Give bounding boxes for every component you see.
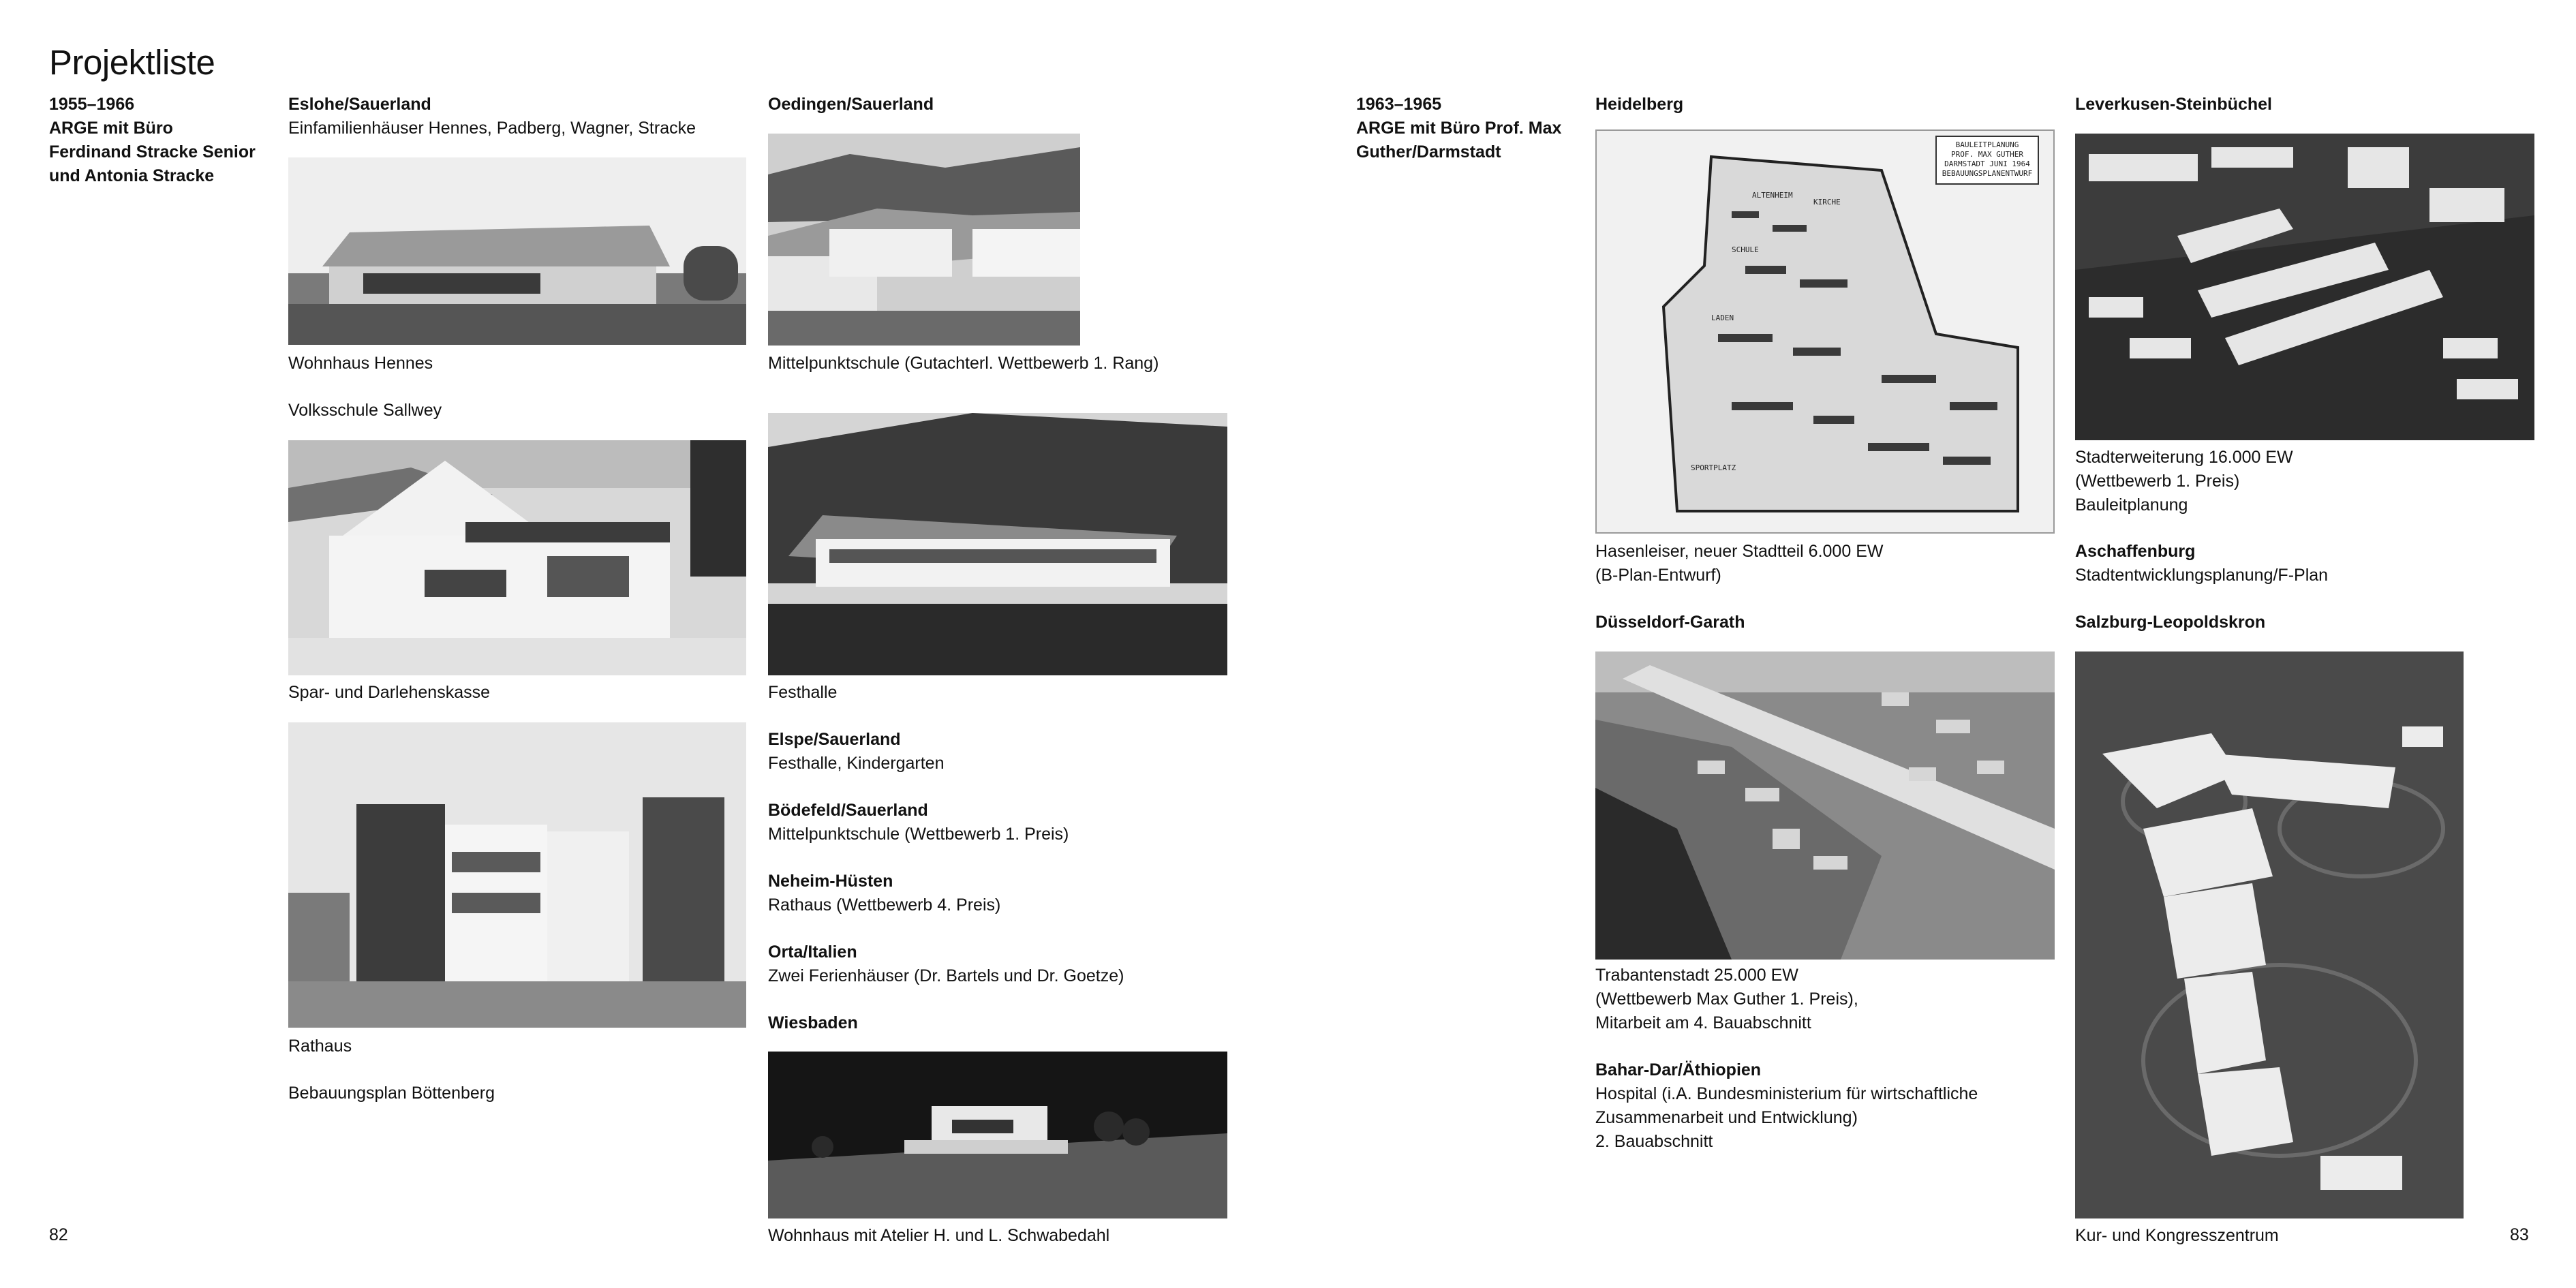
photo-wohnhaus-hennes <box>288 157 746 345</box>
period-office: und Antonia Stracke <box>49 166 215 185</box>
plan-stamp-line: DARMSTADT JUNI 1964 <box>1944 159 2030 168</box>
photo-caption: Festhalle <box>768 683 838 702</box>
photo-caption: Trabantenstadt 25.000 EW <box>1595 966 1798 985</box>
photo-caption: (Wettbewerb Max Guther 1. Preis), <box>1595 990 1858 1009</box>
project-text: Hospital (i.A. Bundesministerium für wirtschaftliche <box>1595 1084 1978 1103</box>
project-heading: Leverkusen-Steinbüchel <box>2075 95 2272 114</box>
project-heading: Eslohe/Sauerland <box>288 95 431 114</box>
project-text: Volksschule Sallwey <box>288 401 442 420</box>
project-heading: Wiesbaden <box>768 1013 858 1032</box>
project-heading: Oedingen/Sauerland <box>768 95 934 114</box>
project-heading: Heidelberg <box>1595 95 1684 114</box>
photo-caption: Mitarbeit am 4. Bauabschnitt <box>1595 1013 1811 1032</box>
project-heading: Bödefeld/Sauerland <box>768 801 928 820</box>
photo-caption: (B-Plan-Entwurf) <box>1595 566 1721 585</box>
project-text: Einfamilienhäuser Hennes, Padberg, Wagner, Stracke <box>288 119 696 138</box>
project-heading: Aschaffenburg <box>2075 542 2196 561</box>
photo-caption: Stadterweiterung 16.000 EW <box>2075 448 2293 467</box>
period-years: 1963–1965 <box>1356 95 1442 114</box>
photo-mittelpunktschule <box>768 134 1080 346</box>
project-heading: Neheim-Hüsten <box>768 872 893 891</box>
project-text: Mittelpunktschule (Wettbewerb 1. Preis) <box>768 825 1069 844</box>
project-text: Rathaus (Wettbewerb 4. Preis) <box>768 895 1001 915</box>
period-years: 1955–1966 <box>49 95 135 114</box>
project-heading: Orta/Italien <box>768 942 857 962</box>
project-text: Stadtentwicklungsplanung/F-Plan <box>2075 566 2329 585</box>
project-text: Festhalle, Kindergarten <box>768 754 945 773</box>
plan-stamp-line: BEBAUUNGSPLANENTWURF <box>1942 169 2033 178</box>
photo-leverkusen-model <box>2075 134 2534 440</box>
photo-caption: Mittelpunktschule (Gutachterl. Wettbewerb 1. Rang) <box>768 354 1159 373</box>
period-office: ARGE mit Büro Prof. Max <box>1356 119 1562 138</box>
photo-caption: Wohnhaus Hennes <box>288 354 433 373</box>
page-title: Projektliste <box>49 43 215 82</box>
project-text: Zwei Ferienhäuser (Dr. Bartels und Dr. Goetze) <box>768 966 1124 985</box>
period-office: Guther/Darmstadt <box>1356 142 1501 162</box>
plan-label: SPORTPLATZ <box>1691 463 1736 472</box>
photo-caption: Kur- und Kongresszentrum <box>2075 1226 2279 1245</box>
plan-stamp-line: BAULEITPLANUNG <box>1955 140 2019 149</box>
project-text: Bebauungsplan Böttenberg <box>288 1084 495 1103</box>
plan-label: LADEN <box>1711 313 1734 322</box>
photo-caption: Rathaus <box>288 1037 352 1056</box>
photo-caption: Spar- und Darlehenskasse <box>288 683 490 702</box>
project-text: 2. Bauabschnitt <box>1595 1132 1713 1151</box>
project-heading: Salzburg-Leopoldskron <box>2075 613 2266 632</box>
photo-duesseldorf-garath <box>1595 651 2055 960</box>
project-text: Zusammenarbeit und Entwicklung) <box>1595 1108 1858 1127</box>
project-heading: Elspe/Sauerland <box>768 730 901 749</box>
photo-caption: Bauleitplanung <box>2075 495 2188 515</box>
plan-label: ALTENHEIM <box>1752 191 1793 200</box>
photo-caption: Wohnhaus mit Atelier H. und L. Schwabedahl <box>768 1226 1110 1245</box>
photo-festhalle <box>768 413 1227 675</box>
plan-stamp-line: PROF. MAX GUTHER <box>1951 150 2023 159</box>
photo-wohnhaus-schwabedahl <box>768 1052 1227 1218</box>
page-number-left: 82 <box>49 1225 68 1244</box>
plan-label: SCHULE <box>1732 245 1759 254</box>
period-office: Ferdinand Stracke Senior <box>49 142 256 162</box>
project-heading: Düsseldorf-Garath <box>1595 613 1745 632</box>
photo-caption: (Wettbewerb 1. Preis) <box>2075 472 2240 491</box>
plan-label: KIRCHE <box>1813 198 1841 206</box>
plan-heidelberg-hasenleiser <box>1595 129 2055 534</box>
photo-sparkasse <box>288 440 746 675</box>
project-heading: Bahar-Dar/Äthiopien <box>1595 1060 1762 1079</box>
photo-caption: Hasenleiser, neuer Stadtteil 6.000 EW <box>1595 542 1884 561</box>
photo-salzburg-model <box>2075 651 2464 1218</box>
period-office: ARGE mit Büro <box>49 119 173 138</box>
photo-rathaus <box>288 722 746 1028</box>
page-number-right: 83 <box>2510 1225 2529 1244</box>
